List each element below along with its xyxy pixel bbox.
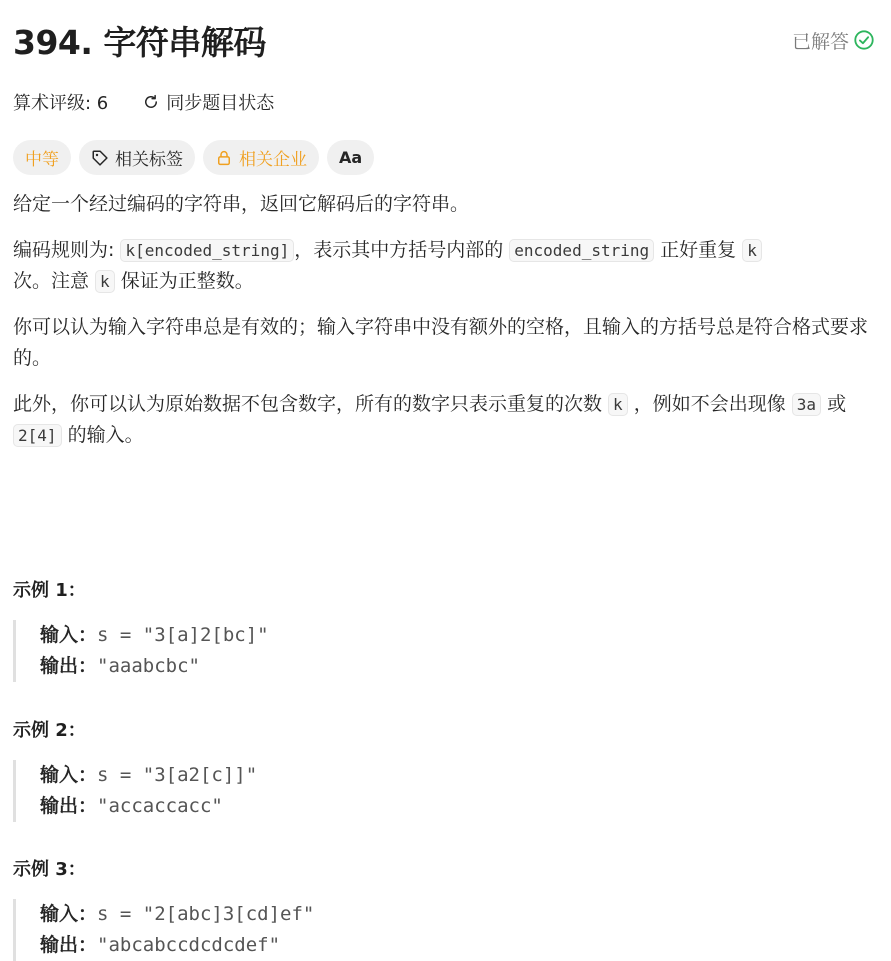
example-input-line bbox=[40, 760, 875, 791]
example-output-line bbox=[40, 930, 875, 961]
example-output: "accaccacc" bbox=[97, 795, 223, 817]
output-label: 输出： bbox=[40, 934, 98, 956]
example-title: 示例 1： bbox=[13, 580, 86, 601]
example-output: "abcabccdcdcdef" bbox=[97, 934, 281, 956]
description-paragraph-1: 给定一个经过编码的字符串，返回它解码后的字符串。 bbox=[13, 193, 470, 215]
example-body bbox=[13, 760, 875, 822]
example-input-line bbox=[40, 899, 875, 930]
difficulty-badge[interactable]: 中等 bbox=[13, 140, 71, 175]
rating-label: 算术评级: 6 bbox=[13, 93, 109, 114]
example-output-line bbox=[40, 651, 875, 682]
example-1 bbox=[13, 576, 875, 682]
example-2 bbox=[13, 716, 875, 822]
input-label: 输入： bbox=[40, 764, 98, 786]
inline-code: k bbox=[608, 393, 628, 416]
example-title: 示例 2： bbox=[13, 720, 86, 741]
sync-label: 同步题目状态 bbox=[166, 93, 275, 114]
input-label: 输入： bbox=[40, 624, 98, 646]
example-body bbox=[13, 899, 875, 961]
inline-code: encoded_string bbox=[509, 239, 654, 262]
text-segment: ，例如不会出现像 bbox=[627, 393, 792, 415]
example-title: 示例 3： bbox=[13, 859, 86, 880]
text-segment: 或 bbox=[821, 393, 847, 415]
solved-status bbox=[792, 27, 875, 54]
translate-icon: Aa bbox=[339, 148, 363, 167]
output-label: 输出： bbox=[40, 795, 98, 817]
example-output-line bbox=[40, 791, 875, 822]
output-label: 输出： bbox=[40, 655, 98, 677]
example-input: s = "3[a]2[bc]" bbox=[97, 624, 269, 646]
problem-title[interactable]: 394. 字符串解码 bbox=[13, 22, 266, 62]
problem-description bbox=[13, 189, 875, 451]
description-paragraph-4 bbox=[13, 389, 875, 451]
text-segment: 保证为正整数。 bbox=[114, 270, 254, 292]
solved-label: 已解答 bbox=[791, 30, 849, 53]
text-segment: 的输入。 bbox=[61, 424, 144, 446]
lock-icon bbox=[215, 149, 233, 167]
problem-header bbox=[13, 0, 875, 78]
refresh-icon bbox=[142, 93, 160, 111]
example-3 bbox=[13, 855, 875, 961]
inline-code: k[encoded_string] bbox=[120, 239, 294, 262]
check-circle-icon bbox=[853, 29, 875, 51]
input-label: 输入： bbox=[40, 903, 98, 925]
inline-code: 2[4] bbox=[13, 424, 62, 447]
related-tags-label: 相关标签 bbox=[115, 150, 183, 170]
inline-code: 3a bbox=[792, 393, 821, 416]
example-output: "aaabcbc" bbox=[97, 655, 200, 677]
example-input-line bbox=[40, 620, 875, 651]
text-segment: 编码规则为: bbox=[13, 239, 121, 261]
example-input: s = "2[abc]3[cd]ef" bbox=[97, 903, 315, 925]
related-companies-label: 相关企业 bbox=[239, 150, 307, 170]
tag-row bbox=[13, 140, 875, 175]
text-segment: 正好重复 bbox=[654, 239, 743, 261]
related-companies-button[interactable] bbox=[203, 140, 319, 175]
example-body bbox=[13, 620, 875, 682]
problem-meta bbox=[13, 78, 875, 126]
translate-button[interactable] bbox=[327, 140, 374, 175]
tag-icon bbox=[91, 149, 109, 167]
example-input: s = "3[a2[c]]" bbox=[97, 764, 258, 786]
sync-status-button[interactable] bbox=[142, 89, 274, 115]
text-segment: ，表示其中方括号内部的 bbox=[294, 239, 510, 261]
inline-code: k bbox=[95, 270, 115, 293]
related-tags-button[interactable] bbox=[79, 140, 195, 175]
inline-code: k bbox=[742, 239, 762, 262]
description-paragraph-2 bbox=[13, 235, 875, 297]
description-paragraph-3: 你可以认为输入字符串总是有效的；输入字符串中没有额外的空格，且输入的方括号总是符合格式要求的。 bbox=[13, 316, 869, 369]
text-segment: 此外，你可以认为原始数据不包含数字，所有的数字只表示重复的次数 bbox=[13, 393, 609, 415]
text-segment: 次。注意 bbox=[13, 270, 96, 292]
